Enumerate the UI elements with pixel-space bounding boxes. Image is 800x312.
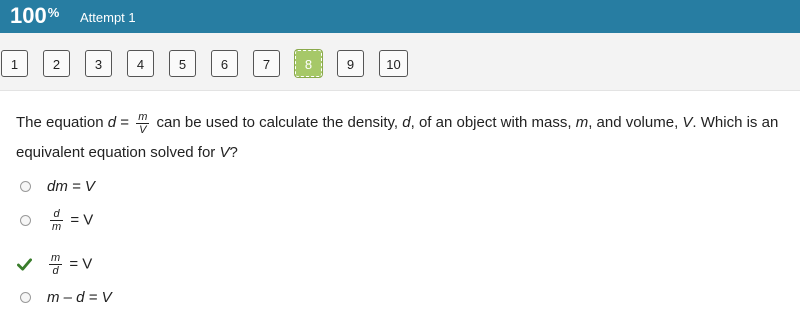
option-c-numerator: m bbox=[51, 251, 61, 264]
question-button-3[interactable]: 3 bbox=[85, 50, 112, 77]
answer-option-b[interactable] bbox=[18, 204, 93, 236]
score-value: 100 bbox=[10, 3, 47, 28]
question-text bbox=[16, 108, 796, 168]
question-button-6[interactable]: 6 bbox=[211, 50, 238, 77]
option-b-denominator: m bbox=[52, 220, 62, 233]
question-button-2[interactable]: 2 bbox=[43, 50, 70, 77]
option-label bbox=[47, 178, 95, 195]
question-button-1[interactable]: 1 bbox=[1, 50, 28, 77]
question-mid1: can be used to calculate the density, bbox=[152, 114, 403, 131]
question-button-7[interactable]: 7 bbox=[253, 50, 280, 77]
option-c-rest: = V bbox=[69, 254, 93, 272]
attempt-label: Attempt 1 bbox=[80, 10, 136, 25]
question-button-8-active[interactable]: 8 bbox=[295, 50, 322, 77]
var-V: V bbox=[219, 144, 230, 161]
score bbox=[10, 4, 59, 28]
option-label bbox=[47, 208, 93, 233]
radio-button[interactable] bbox=[20, 292, 31, 303]
question-button-9[interactable]: 9 bbox=[337, 50, 364, 77]
option-c-fraction bbox=[49, 252, 62, 277]
question-button-4[interactable]: 4 bbox=[127, 50, 154, 77]
score-header bbox=[0, 0, 800, 33]
fraction-numerator: m bbox=[138, 110, 148, 123]
question-mid4: . Which is an equivalent equation solved for bbox=[16, 114, 779, 161]
question-nav bbox=[0, 33, 800, 91]
equals-sign: = bbox=[116, 114, 134, 131]
density-fraction bbox=[136, 111, 149, 136]
checkmark-icon bbox=[17, 257, 32, 272]
question-button-10[interactable]: 10 bbox=[379, 50, 408, 77]
var-V: V bbox=[682, 114, 693, 131]
var-m: m bbox=[575, 114, 589, 131]
var-d: d bbox=[402, 114, 411, 131]
question-end: ? bbox=[229, 144, 238, 161]
question-button-5[interactable]: 5 bbox=[169, 50, 196, 77]
option-label bbox=[47, 289, 112, 306]
radio-button[interactable] bbox=[20, 215, 31, 226]
option-d-text: m – d = V bbox=[47, 288, 112, 306]
question-prefix: The equation bbox=[16, 114, 108, 131]
score-unit: % bbox=[47, 5, 60, 20]
question-mid3: , and volume, bbox=[588, 114, 683, 131]
answer-option-a[interactable] bbox=[18, 173, 95, 199]
option-label bbox=[46, 252, 92, 277]
option-a-text: dm = V bbox=[47, 177, 95, 195]
fraction-denominator: V bbox=[139, 123, 147, 136]
option-c-denominator: d bbox=[52, 264, 59, 277]
radio-button[interactable] bbox=[20, 181, 31, 192]
option-b-numerator: d bbox=[50, 208, 63, 221]
question-mid2: , of an object with mass, bbox=[410, 114, 576, 131]
answer-option-c[interactable] bbox=[17, 248, 92, 280]
option-b-rest: = V bbox=[70, 210, 94, 228]
option-b-fraction bbox=[50, 208, 63, 233]
answer-option-d[interactable] bbox=[18, 284, 112, 310]
var-d: d bbox=[107, 114, 117, 131]
